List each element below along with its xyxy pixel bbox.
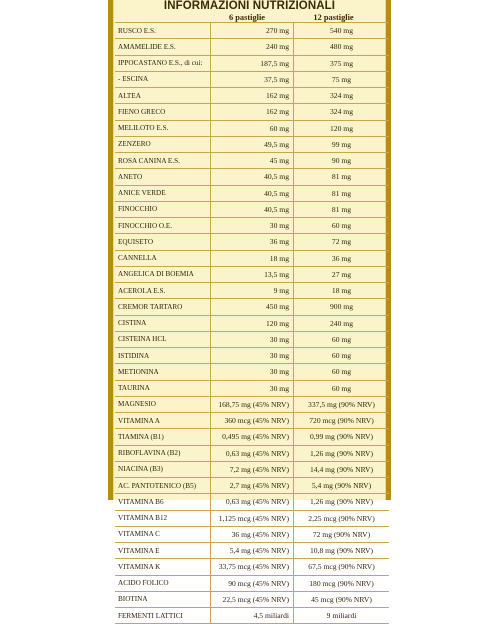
value-6-tablets: 37,5 mg	[211, 71, 294, 87]
value-6-tablets: 1,125 mcg (45% NRV)	[211, 510, 294, 526]
value-12-tablets: 10,8 mg (90% NRV)	[294, 543, 390, 559]
value-6-tablets: 450 mg	[211, 299, 294, 315]
value-12-tablets: 18 mg	[294, 283, 390, 299]
table-row	[115, 429, 389, 445]
value-12-tablets: 75 mg	[294, 71, 390, 87]
value-12-tablets: 45 mcg (90% NRV)	[294, 591, 390, 607]
table-row	[115, 234, 389, 250]
value-12-tablets: 27 mg	[294, 266, 390, 282]
column-header-6-tablets: 6 pastiglie	[228, 13, 266, 22]
table-row	[115, 299, 389, 315]
value-12-tablets: 99 mg	[294, 136, 390, 152]
table-row	[115, 104, 389, 120]
ingredient-name: VITAMINA E	[115, 543, 211, 559]
value-6-tablets: 90 mcg (45% NRV)	[211, 575, 294, 591]
value-6-tablets: 45 mg	[211, 153, 294, 169]
table-row	[115, 55, 389, 71]
table-row	[115, 348, 389, 364]
ingredient-name: RUSCO E.S.	[115, 23, 211, 39]
table-row	[115, 315, 389, 331]
ingredient-name: VITAMINA B6	[115, 494, 211, 510]
nutrition-label-panel	[108, 0, 391, 621]
value-6-tablets: 40,5 mg	[211, 201, 294, 217]
value-12-tablets: 60 mg	[294, 348, 390, 364]
ingredient-name: ACIDO FOLICO	[115, 575, 211, 591]
ingredient-name: FINOCCHIO	[115, 201, 211, 217]
value-12-tablets: 900 mg	[294, 299, 390, 315]
ingredient-name: - ESCINA	[115, 71, 211, 87]
value-6-tablets: 120 mg	[211, 315, 294, 331]
value-12-tablets: 5,4 mg (90% NRV)	[294, 478, 390, 494]
value-6-tablets: 162 mg	[211, 88, 294, 104]
ingredient-name: MELILOTO E.S.	[115, 120, 211, 136]
value-6-tablets: 0,63 mg (45% NRV)	[211, 445, 294, 461]
value-12-tablets: 540 mg	[294, 23, 390, 39]
table-row	[115, 396, 389, 412]
nutrition-table	[115, 22, 389, 624]
value-6-tablets: 162 mg	[211, 104, 294, 120]
ingredient-name: MAGNESIO	[115, 396, 211, 412]
nutrition-title: INFORMAZIONI NUTRIZIONALI	[163, 0, 336, 12]
ingredient-name: ROSA CANINA E.S.	[115, 153, 211, 169]
table-row	[115, 445, 389, 461]
table-row	[115, 169, 389, 185]
table-row	[115, 526, 389, 542]
ingredient-name: FINOCCHIO O.E.	[115, 218, 211, 234]
ingredient-name: ANICE VERDE	[115, 185, 211, 201]
value-6-tablets: 60 mg	[211, 120, 294, 136]
value-12-tablets: 120 mg	[294, 120, 390, 136]
value-12-tablets: 1,26 mg (90% NRV)	[294, 494, 390, 510]
ingredient-name: CANNELLA	[115, 250, 211, 266]
ingredient-name: CREMOR TARTARO	[115, 299, 211, 315]
table-row	[115, 559, 389, 575]
ingredient-name: CISTINA	[115, 315, 211, 331]
table-row	[115, 364, 389, 380]
table-row	[115, 23, 389, 39]
table-row	[115, 331, 389, 347]
value-6-tablets: 168,75 mg (45% NRV)	[211, 396, 294, 412]
ingredient-name: AMAMELIDE E.S.	[115, 39, 211, 55]
value-6-tablets: 30 mg	[211, 380, 294, 396]
table-row	[115, 608, 389, 624]
column-header-12-tablets: 12 pastiglie	[313, 13, 354, 22]
ingredient-name: TIAMINA (B1)	[115, 429, 211, 445]
value-6-tablets: 30 mg	[211, 331, 294, 347]
table-row	[115, 283, 389, 299]
value-12-tablets: 1,26 mg (90% NRV)	[294, 445, 390, 461]
value-6-tablets: 36 mg (45% NRV)	[211, 526, 294, 542]
value-6-tablets: 22,5 mcg (45% NRV)	[211, 591, 294, 607]
value-6-tablets: 9 mg	[211, 283, 294, 299]
value-12-tablets: 9 miliardi	[294, 608, 390, 624]
value-6-tablets: 0,495 mg (45% NRV)	[211, 429, 294, 445]
table-row	[115, 136, 389, 152]
value-12-tablets: 375 mg	[294, 55, 390, 71]
table-row	[115, 39, 389, 55]
value-12-tablets: 60 mg	[294, 331, 390, 347]
value-12-tablets: 324 mg	[294, 88, 390, 104]
table-row	[115, 218, 389, 234]
table-row	[115, 591, 389, 607]
value-12-tablets: 720 mcg (90% NRV)	[294, 413, 390, 429]
table-row	[115, 494, 389, 510]
value-6-tablets: 30 mg	[211, 348, 294, 364]
value-6-tablets: 18 mg	[211, 250, 294, 266]
table-row	[115, 120, 389, 136]
column-header-row	[114, 13, 385, 22]
value-6-tablets: 5,4 mg (45% NRV)	[211, 543, 294, 559]
table-row	[115, 413, 389, 429]
ingredient-name: AC. PANTOTENICO (B5)	[115, 478, 211, 494]
ingredient-name: TAURINA	[115, 380, 211, 396]
table-row	[115, 380, 389, 396]
value-6-tablets: 40,5 mg	[211, 169, 294, 185]
table-row	[115, 185, 389, 201]
value-12-tablets: 36 mg	[294, 250, 390, 266]
table-row	[115, 575, 389, 591]
ingredient-name: ACEROLA E.S.	[115, 283, 211, 299]
value-12-tablets: 480 mg	[294, 39, 390, 55]
value-12-tablets: 81 mg	[294, 201, 390, 217]
value-6-tablets: 187,5 mg	[211, 55, 294, 71]
table-row	[115, 478, 389, 494]
value-6-tablets: 240 mg	[211, 39, 294, 55]
value-6-tablets: 270 mg	[211, 23, 294, 39]
ingredient-name: FERMENTI LATTICI	[115, 608, 211, 624]
ingredient-name: METIONINA	[115, 364, 211, 380]
table-row	[115, 201, 389, 217]
ingredient-name: NIACINA (B3)	[115, 461, 211, 477]
value-6-tablets: 36 mg	[211, 234, 294, 250]
value-12-tablets: 337,5 mg (90% NRV)	[294, 396, 390, 412]
value-12-tablets: 324 mg	[294, 104, 390, 120]
value-6-tablets: 7,2 mg (45% NRV)	[211, 461, 294, 477]
table-row	[115, 250, 389, 266]
value-12-tablets: 2,25 mcg (90% NRV)	[294, 510, 390, 526]
value-6-tablets: 13,5 mg	[211, 266, 294, 282]
value-6-tablets: 30 mg	[211, 364, 294, 380]
value-12-tablets: 81 mg	[294, 185, 390, 201]
value-6-tablets: 30 mg	[211, 218, 294, 234]
ingredient-name: VITAMINA A	[115, 413, 211, 429]
nutrition-label-inner	[113, 0, 386, 621]
table-row	[115, 88, 389, 104]
value-12-tablets: 90 mg	[294, 153, 390, 169]
value-6-tablets: 4,5 miliardi	[211, 608, 294, 624]
ingredient-name: ZENZERO	[115, 136, 211, 152]
value-6-tablets: 360 mcg (45% NRV)	[211, 413, 294, 429]
value-12-tablets: 180 mcg (90% NRV)	[294, 575, 390, 591]
value-6-tablets: 49,5 mg	[211, 136, 294, 152]
table-row	[115, 153, 389, 169]
ingredient-name: EQUISETO	[115, 234, 211, 250]
ingredient-name: BIOTINA	[115, 591, 211, 607]
value-6-tablets: 40,5 mg	[211, 185, 294, 201]
table-row	[115, 510, 389, 526]
value-12-tablets: 240 mg	[294, 315, 390, 331]
value-12-tablets: 60 mg	[294, 380, 390, 396]
ingredient-name: VITAMINA C	[115, 526, 211, 542]
ingredient-name: ALTEA	[115, 88, 211, 104]
value-12-tablets: 67,5 mcg (90% NRV)	[294, 559, 390, 575]
ingredient-name: CISTEINA HCL	[115, 331, 211, 347]
value-6-tablets: 33,75 mcg (45% NRV)	[211, 559, 294, 575]
ingredient-name: ANETO	[115, 169, 211, 185]
table-row	[115, 71, 389, 87]
value-12-tablets: 14,4 mg (90% NRV)	[294, 461, 390, 477]
ingredient-name: ISTIDINA	[115, 348, 211, 364]
value-12-tablets: 72 mg (90% NRV)	[294, 526, 390, 542]
value-12-tablets: 0,99 mg (90% NRV)	[294, 429, 390, 445]
ingredient-name: VITAMINA K	[115, 559, 211, 575]
table-row	[115, 543, 389, 559]
ingredient-name: VITAMINA B12	[115, 510, 211, 526]
column-header-name	[114, 13, 208, 22]
value-12-tablets: 60 mg	[294, 364, 390, 380]
ingredient-name: FIENO GRECO	[115, 104, 211, 120]
value-6-tablets: 0,63 mg (45% NRV)	[211, 494, 294, 510]
value-12-tablets: 81 mg	[294, 169, 390, 185]
value-6-tablets: 2,7 mg (45% NRV)	[211, 478, 294, 494]
value-12-tablets: 60 mg	[294, 218, 390, 234]
value-12-tablets: 72 mg	[294, 234, 390, 250]
table-row	[115, 461, 389, 477]
ingredient-name: RIBOFLAVINA (B2)	[115, 445, 211, 461]
ingredient-name: IPPOCASTANO E.S., di cui:	[115, 55, 211, 71]
ingredient-name: ANGELICA DI BOEMIA	[115, 266, 211, 282]
table-row	[115, 266, 389, 282]
